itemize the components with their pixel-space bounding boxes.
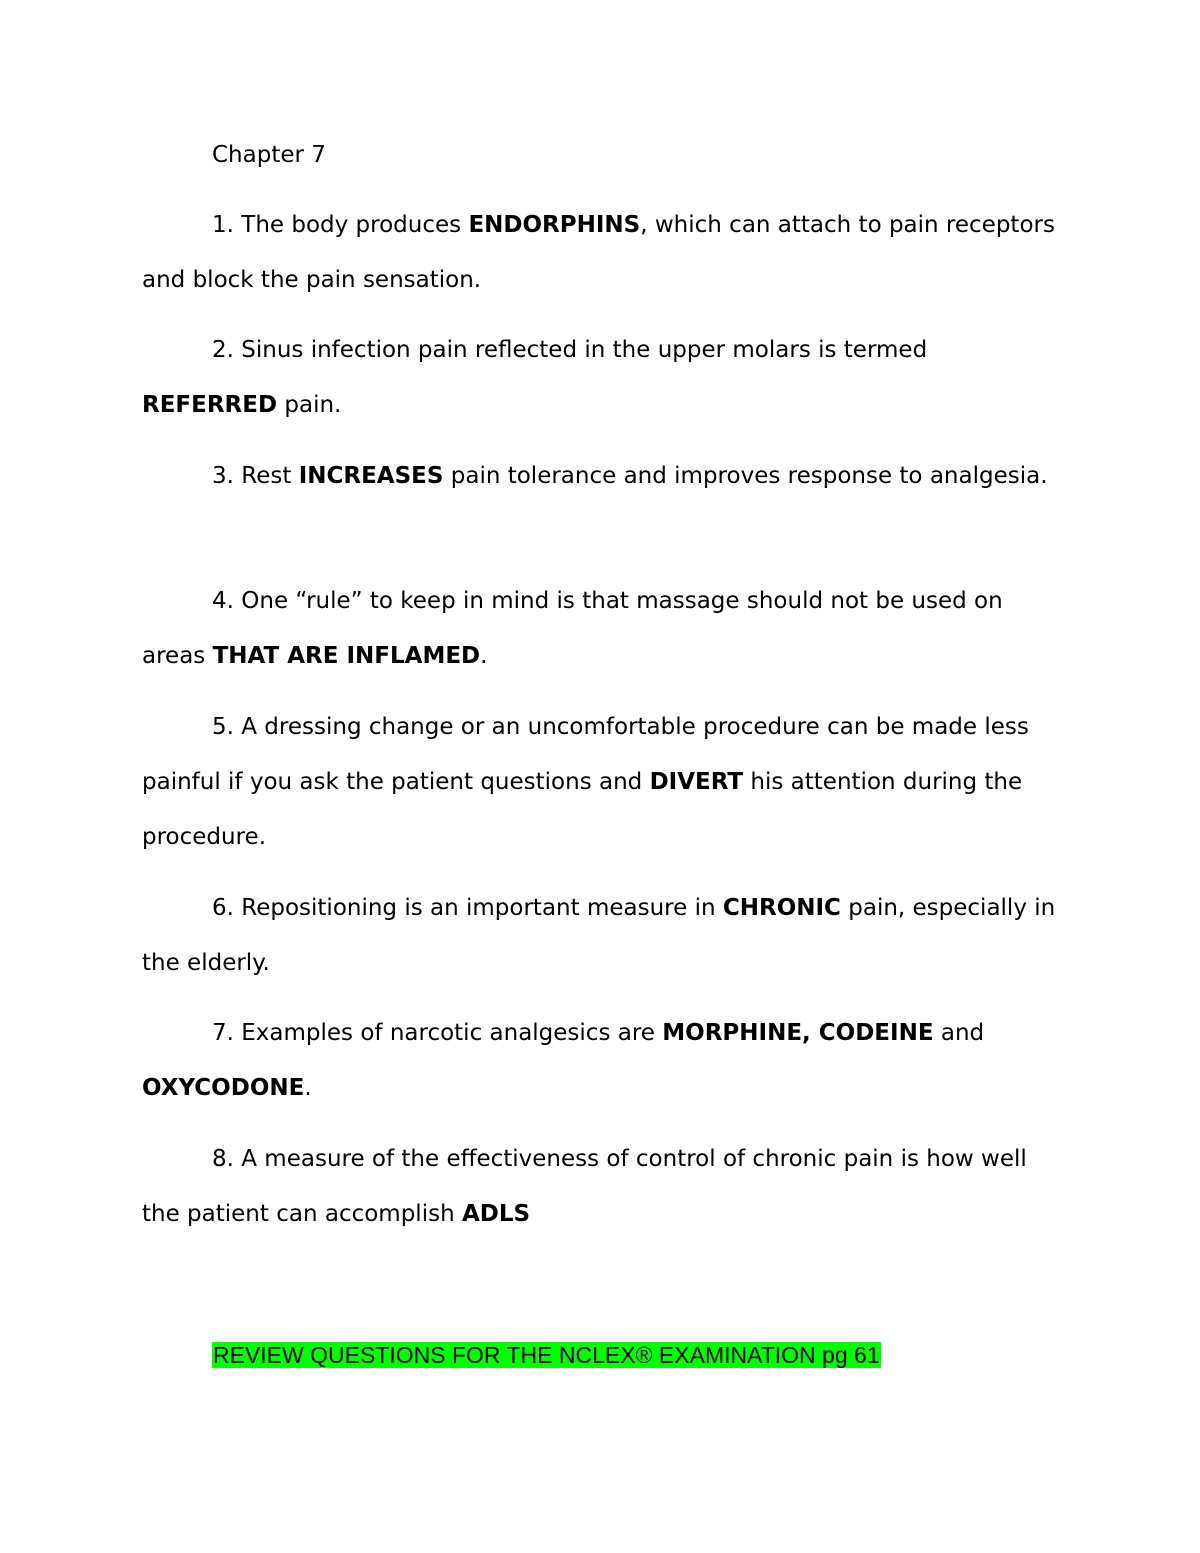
item-text: The body produces (241, 212, 469, 238)
item-answer: CHRONIC (722, 895, 841, 921)
item-answer: DIVERT (649, 769, 744, 795)
item-text: Sinus infection pain reflected in the upper molars is termed (241, 337, 928, 363)
item-text: A dressing change or an uncomfortable procedure can be made less painful if you ask the patient questions and (142, 714, 1029, 795)
item-text: pain, especially in the elderly. (142, 895, 1056, 976)
item-answer: REFERRED (142, 392, 278, 418)
list-item (142, 449, 1062, 504)
highlighted-text[interactable]: REVIEW QUESTIONS FOR THE NCLEX® EXAMINATION pg 61 (213, 1342, 880, 1368)
item-text: pain. (277, 392, 342, 418)
chapter-heading: Chapter 7 (212, 142, 326, 168)
item-number: 6. (212, 895, 234, 921)
item-answer: THAT ARE INFLAMED (212, 643, 481, 669)
item-text: . (304, 1075, 312, 1101)
item-text: , which can attach to pain receptors and block the pain sensation. (142, 212, 1055, 293)
item-number: 2. (212, 337, 234, 363)
item-number: 1. (212, 212, 234, 238)
list-item (142, 574, 1062, 684)
item-text: his attention during the procedure. (142, 769, 1023, 850)
item-number: 4. (212, 588, 234, 614)
item-text: A measure of the effectiveness of control of chronic pain is how well the patient can accomplish (142, 1146, 1027, 1227)
item-text: pain tolerance and improves response to analgesia. (443, 463, 1048, 489)
list-item (142, 198, 1062, 308)
review-questions-link[interactable] (212, 1340, 881, 1370)
item-number: 3. (212, 463, 234, 489)
item-answer: ADLS (461, 1201, 531, 1227)
item-answer: MORPHINE, CODEINE (662, 1020, 934, 1046)
item-text: Repositioning is an important measure in (241, 895, 723, 921)
list-item (142, 881, 1062, 991)
item-text: and (933, 1020, 985, 1046)
item-number: 8. (212, 1146, 234, 1172)
item-text: . (480, 643, 488, 669)
item-answer: INCREASES (298, 463, 444, 489)
item-text: One “rule” to keep in mind is that massage should not be used on areas (142, 588, 1003, 669)
list-item (142, 700, 1062, 865)
list-item (142, 1006, 1062, 1116)
item-text: Examples of narcotic analgesics are (241, 1020, 663, 1046)
item-text: Rest (241, 463, 299, 489)
item-answer: ENDORPHINS (468, 212, 641, 238)
item-answer: OXYCODONE (142, 1075, 305, 1101)
list-item (142, 1132, 1062, 1242)
item-number: 7. (212, 1020, 234, 1046)
list-item (142, 323, 1062, 433)
item-number: 5. (212, 714, 234, 740)
